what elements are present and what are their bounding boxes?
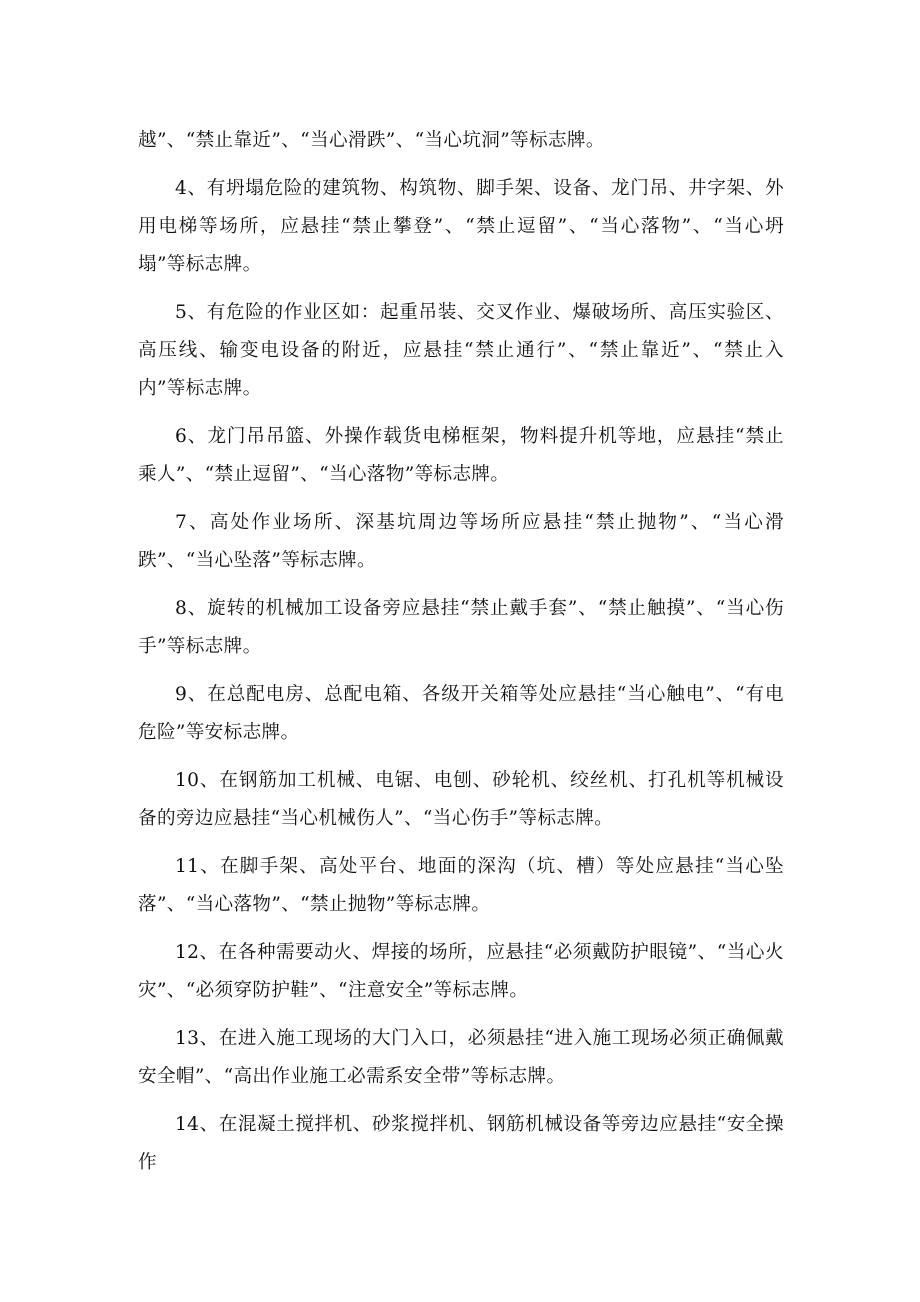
paragraph-item-13: 13、在进入施工现场的大门入口，必须悬挂“进入施工现场必须正确佩戴安全帽”、“高出作业施工必需系安全带”等标志牌。 xyxy=(138,1028,784,1087)
paragraph-item-11: 11、在脚手架、高处平台、地面的深沟（坑、槽）等处应悬挂“当心坠落”、“当心落物”、“禁止抛物”等标志牌。 xyxy=(138,856,784,915)
paragraph-item-9: 9、在总配电房、总配电箱、各级开关箱等处应悬挂“当心触电”、“有电危险”等安标志牌。 xyxy=(138,684,784,743)
paragraph-item-4: 4、有坍塌危险的建筑物、构筑物、脚手架、设备、龙门吊、井字架、外用电梯等场所，应悬挂“禁止攀登”、“禁止逗留”、“当心落物”、“当心坍塌”等标志牌。 xyxy=(138,178,784,275)
paragraph-continuation: 越”、“禁止靠近”、“当心滑跌”、“当心坑洞”等标志牌。 xyxy=(138,130,605,151)
paragraph-item-14: 14、在混凝土搅拌机、砂浆搅拌机、钢筋机械设备等旁边应悬挂“安全操作 xyxy=(138,1114,784,1173)
document-body xyxy=(138,122,784,1192)
paragraph-item-10: 10、在钢筋加工机械、电锯、电刨、砂轮机、绞丝机、打孔机等机械设备的旁边应悬挂“当心机械伤人”、“当心伤手”等标志牌。 xyxy=(138,770,784,829)
paragraph-item-5: 5、有危险的作业区如：起重吊装、交叉作业、爆破场所、高压实验区、高压线、输变电设备的附近，应悬挂“禁止通行”、“禁止靠近”、“禁止入内”等标志牌。 xyxy=(138,302,784,399)
paragraph-item-7: 7、高处作业场所、深基坑周边等场所应悬挂“禁止抛物”、“当心滑跌”、“当心坠落”等标志牌。 xyxy=(138,512,784,571)
paragraph-item-12: 12、在各种需要动火、焊接的场所，应悬挂“必须戴防护眼镜”、“当心火灾”、“必须穿防护鞋”、“注意安全”等标志牌。 xyxy=(138,942,784,1001)
paragraph-item-6: 6、龙门吊吊篮、外操作载货电梯框架，物料提升机等地，应悬挂“禁止乘人”、“禁止逗留”、“当心落物”等标志牌。 xyxy=(138,426,784,485)
paragraph-item-8: 8、旋转的机械加工设备旁应悬挂“禁止戴手套”、“禁止触摸”、“当心伤手”等标志牌。 xyxy=(138,598,784,657)
